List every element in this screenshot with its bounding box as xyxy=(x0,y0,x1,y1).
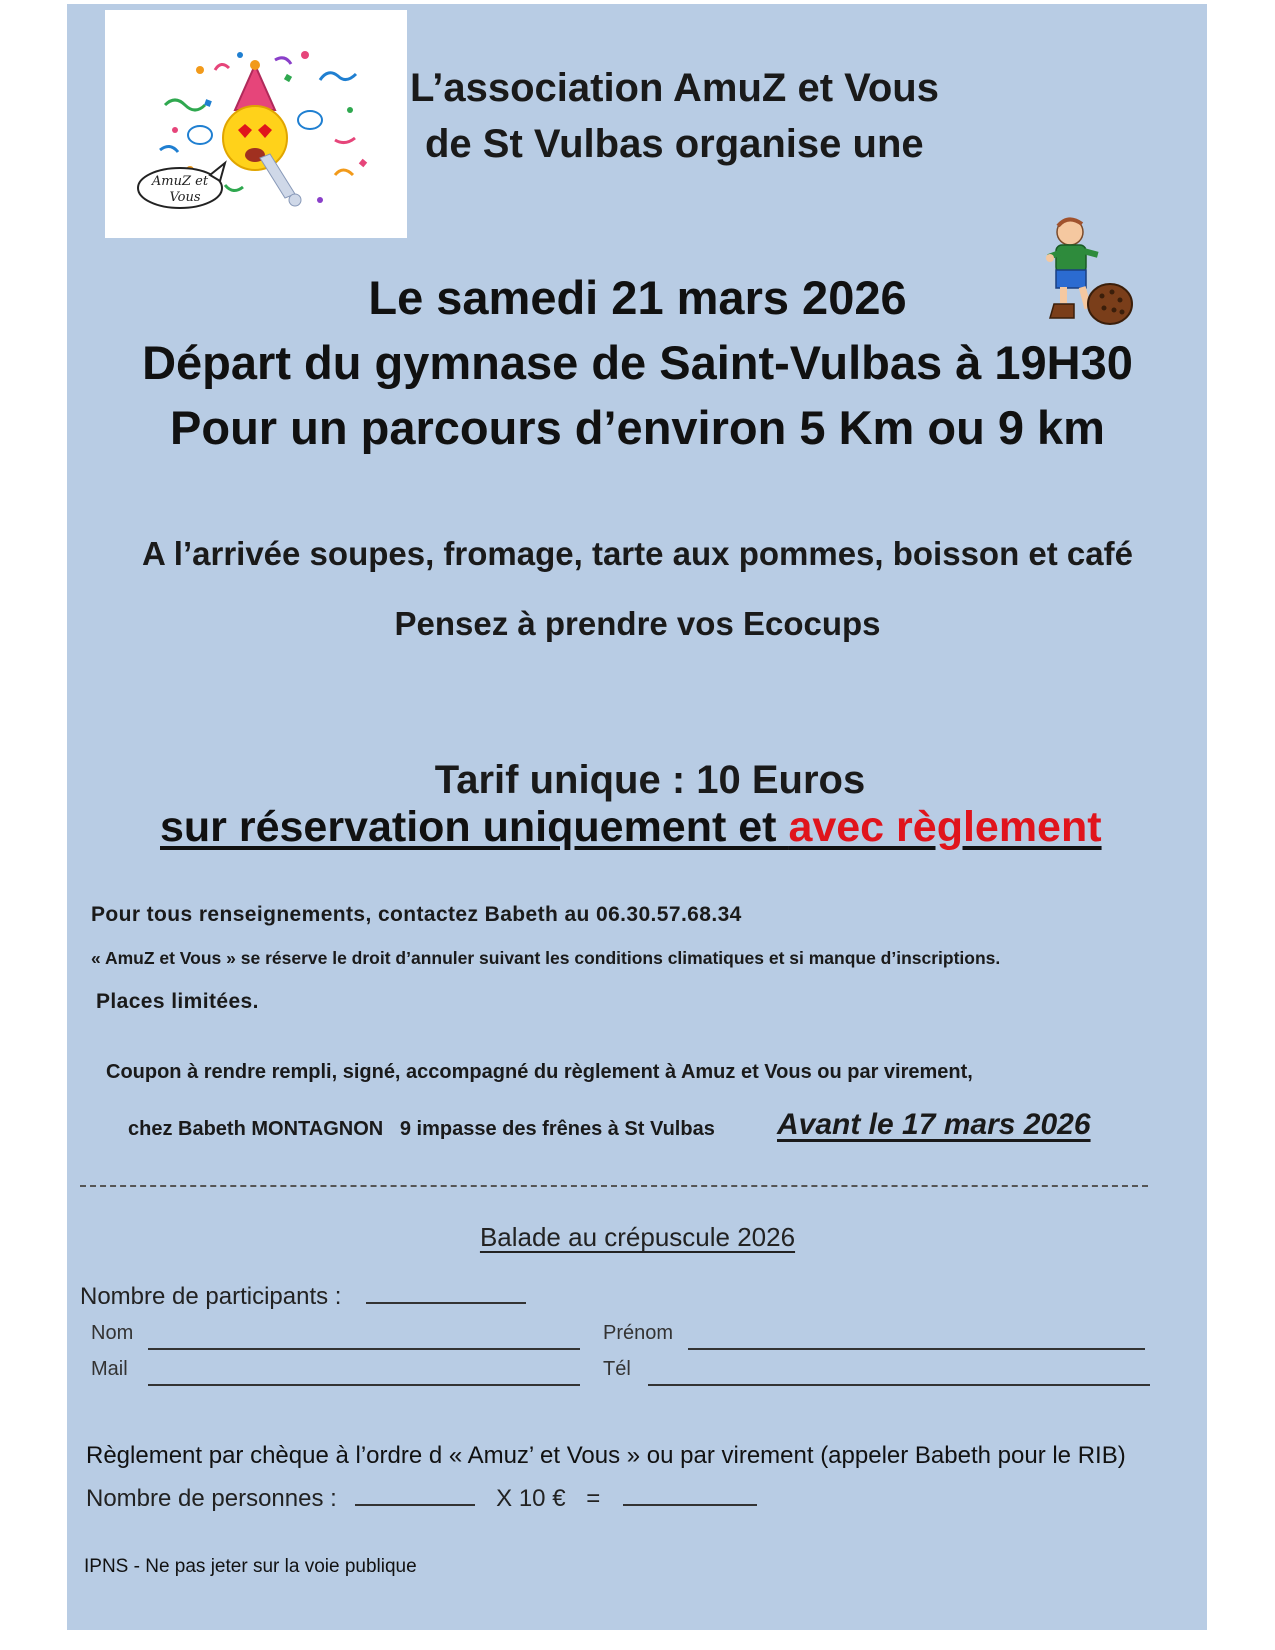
reservation-text: sur réservation uniquement et xyxy=(160,803,789,851)
nom-field[interactable] xyxy=(148,1326,580,1350)
persons-field[interactable] xyxy=(355,1482,475,1506)
prenom-field[interactable] xyxy=(688,1326,1145,1350)
tel-label: Tél xyxy=(603,1358,631,1380)
event-date: Le samedi 21 mars 2026 xyxy=(368,271,907,324)
header-line1: L’association AmuZ et Vous xyxy=(410,66,939,110)
logo-text-line1: AmuZ et xyxy=(151,174,209,189)
event-departure: Départ du gymnase de Saint-Vulbas à 19H30 xyxy=(142,336,1133,389)
party-smiley-icon xyxy=(105,10,407,238)
amuz-logo xyxy=(105,10,407,238)
participants-field[interactable] xyxy=(366,1280,526,1304)
header-line2: de St Vulbas organise une xyxy=(425,122,924,166)
deadline: Avant le 17 mars 2026 xyxy=(777,1108,1091,1141)
coupon-address: chez Babeth MONTAGNON 9 impasse des frênes à St Vulbas xyxy=(128,1118,715,1140)
reservation-notice xyxy=(160,803,1102,852)
cancellation-disclaimer: « AmuZ et Vous » se réserve le droit d’annuler suivant les conditions climatiques et si manque d’inscriptions. xyxy=(91,948,1001,968)
nom-label: Nom xyxy=(91,1322,134,1344)
limited-places: Places limitées. xyxy=(96,990,259,1013)
participants-label: Nombre de participants : xyxy=(80,1283,342,1310)
ecocups-reminder: Pensez à prendre vos Ecocups xyxy=(394,605,881,642)
tarif: Tarif unique : 10 Euros xyxy=(434,758,866,802)
payment-required-text: avec règlement xyxy=(788,803,1102,851)
cut-line xyxy=(80,1185,1148,1187)
tel-field[interactable] xyxy=(648,1362,1150,1386)
ipns-footer: IPNS - Ne pas jeter sur la voie publique xyxy=(84,1556,417,1577)
arrival-menu: A l’arrivée soupes, fromage, tarte aux pommes, boisson et café xyxy=(142,535,1133,572)
logo-text-line2: Vous xyxy=(169,190,201,205)
persons-label: Nombre de personnes : xyxy=(86,1485,337,1512)
mail-label: Mail xyxy=(91,1358,128,1380)
contact-info: Pour tous renseignements, contactez Babeth au 06.30.57.68.34 xyxy=(91,903,742,926)
equals-sign: = xyxy=(586,1485,601,1512)
price-multiplier: X 10 € xyxy=(496,1485,566,1512)
event-route: Pour un parcours d’environ 5 Km ou 9 km xyxy=(170,401,1105,454)
persons-row xyxy=(86,1482,757,1513)
payment-instructions: Règlement par chèque à l’ordre d « Amuz’ et Vous » ou par virement (appeler Babeth pour le RIB) xyxy=(86,1442,1126,1469)
prenom-label: Prénom xyxy=(603,1322,674,1344)
participants-row xyxy=(80,1280,526,1311)
mail-field[interactable] xyxy=(148,1362,580,1386)
coupon-instructions: Coupon à rendre rempli, signé, accompagné du règlement à Amuz et Vous ou par virement, xyxy=(106,1061,973,1083)
total-field[interactable] xyxy=(623,1482,757,1506)
form-title: Balade au crépuscule 2026 xyxy=(479,1222,796,1252)
